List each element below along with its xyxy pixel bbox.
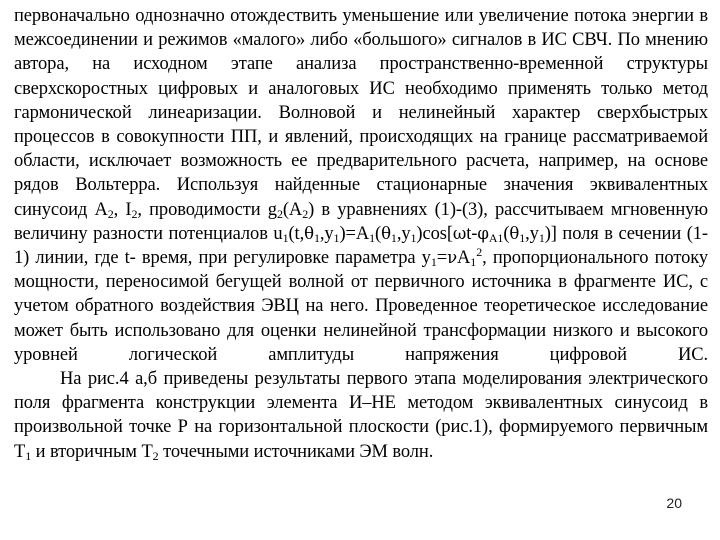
text-run: , I: [113, 199, 132, 220]
subscript: 2: [131, 206, 138, 221]
text-run: ,y: [319, 223, 334, 244]
subscript: 2: [276, 206, 283, 221]
text-run: =: [436, 248, 448, 269]
text-run: (: [503, 223, 510, 244]
greek-symbol: θ: [381, 223, 391, 243]
paragraph-1: [14, 4, 708, 367]
subscript: 1: [313, 230, 320, 245]
subscript: A1: [488, 230, 504, 245]
text-run: ) в уравнениях (1)-(3), рассчитываем мгновенную величину разности потенциалов u: [14, 199, 708, 244]
text-run: (A: [282, 199, 303, 220]
subscript: 1: [430, 255, 437, 270]
text-run: A: [457, 248, 471, 269]
text-run: ,y: [525, 223, 539, 244]
subscript: 2: [302, 206, 309, 221]
superscript: 2: [476, 245, 483, 260]
subscript: 1: [519, 230, 526, 245]
subscript: 1: [25, 448, 32, 463]
greek-symbol: θ: [509, 223, 520, 243]
subscript: 1: [390, 230, 397, 245]
paragraph-2: [14, 367, 708, 464]
greek-symbol: ν: [447, 248, 458, 268]
subscript: 1: [538, 230, 545, 245]
text-run: точечными источниками ЭМ волн.: [158, 441, 434, 462]
subscript: 1: [369, 230, 376, 245]
document-page: [14, 4, 708, 534]
subscript: 2: [152, 448, 159, 463]
text-run: ,y: [396, 223, 411, 244]
text-run: На рис.4 а,б приведены результаты первого этапа моделирования электрического поля фрагмента конструкции элемента И–НЕ методом эквивалентных синусоид в произвольной точке Р на горизонтальной плоскости (рис.1), формируемого первичным Т: [14, 369, 708, 462]
subscript: 1: [470, 255, 477, 270]
page-number: 20: [666, 495, 682, 511]
subscript: 1: [410, 230, 417, 245]
text-run: первоначально однозначно отождествить уменьшение или увеличение потока энергии в межсоединении и режимов «малого» либо «большого» сигналов в ИС СВЧ. По мнению автора, на исходном этапе анализа пространственно-временной структуры сверхскоростных цифровых и аналоговых ИС необходимо применять только метод гармонической линеаризации. Волновой и нелинейный характер сверхбыстрых процессов в совокупности ПП, и явлений, происходящих на границе рассматриваемой области, исключает возможность ее предварительного расчета, например, на основе рядов Вольтерра. Используя найденные стационарные значения эквивалентных синусоид A: [14, 6, 708, 220]
subscript: 1: [333, 230, 340, 245]
text-run: (t,: [288, 223, 305, 244]
text-run: (: [375, 223, 382, 244]
greek-symbol: φ: [477, 223, 489, 243]
text-run: , проводимости g: [137, 199, 277, 220]
text-run: , пропорционального потоку мощности, переносимой бегущей волной от первичного источника в фрагменте ИС, с учетом обратного воздействия ЭВЦ на него. Проведенное теоретическое исследование может быть использовано для оценки нелинейной трансформации низкого и высокого уровней логической амплитуды напряжения цифровой ИС.: [14, 248, 708, 365]
text-run: и вторичным Т: [31, 441, 153, 462]
subscript: 1: [282, 230, 289, 245]
text-run: )] поля в сечении (1-1) линии, где t- время, при регулировке параметра y: [14, 223, 708, 269]
greek-symbol: ω: [452, 223, 467, 243]
text-run: )=A: [339, 223, 370, 244]
subscript: 2: [107, 206, 114, 221]
text-run: )cos[: [416, 223, 453, 244]
greek-symbol: θ: [304, 223, 314, 243]
text-run: t-: [466, 223, 478, 244]
